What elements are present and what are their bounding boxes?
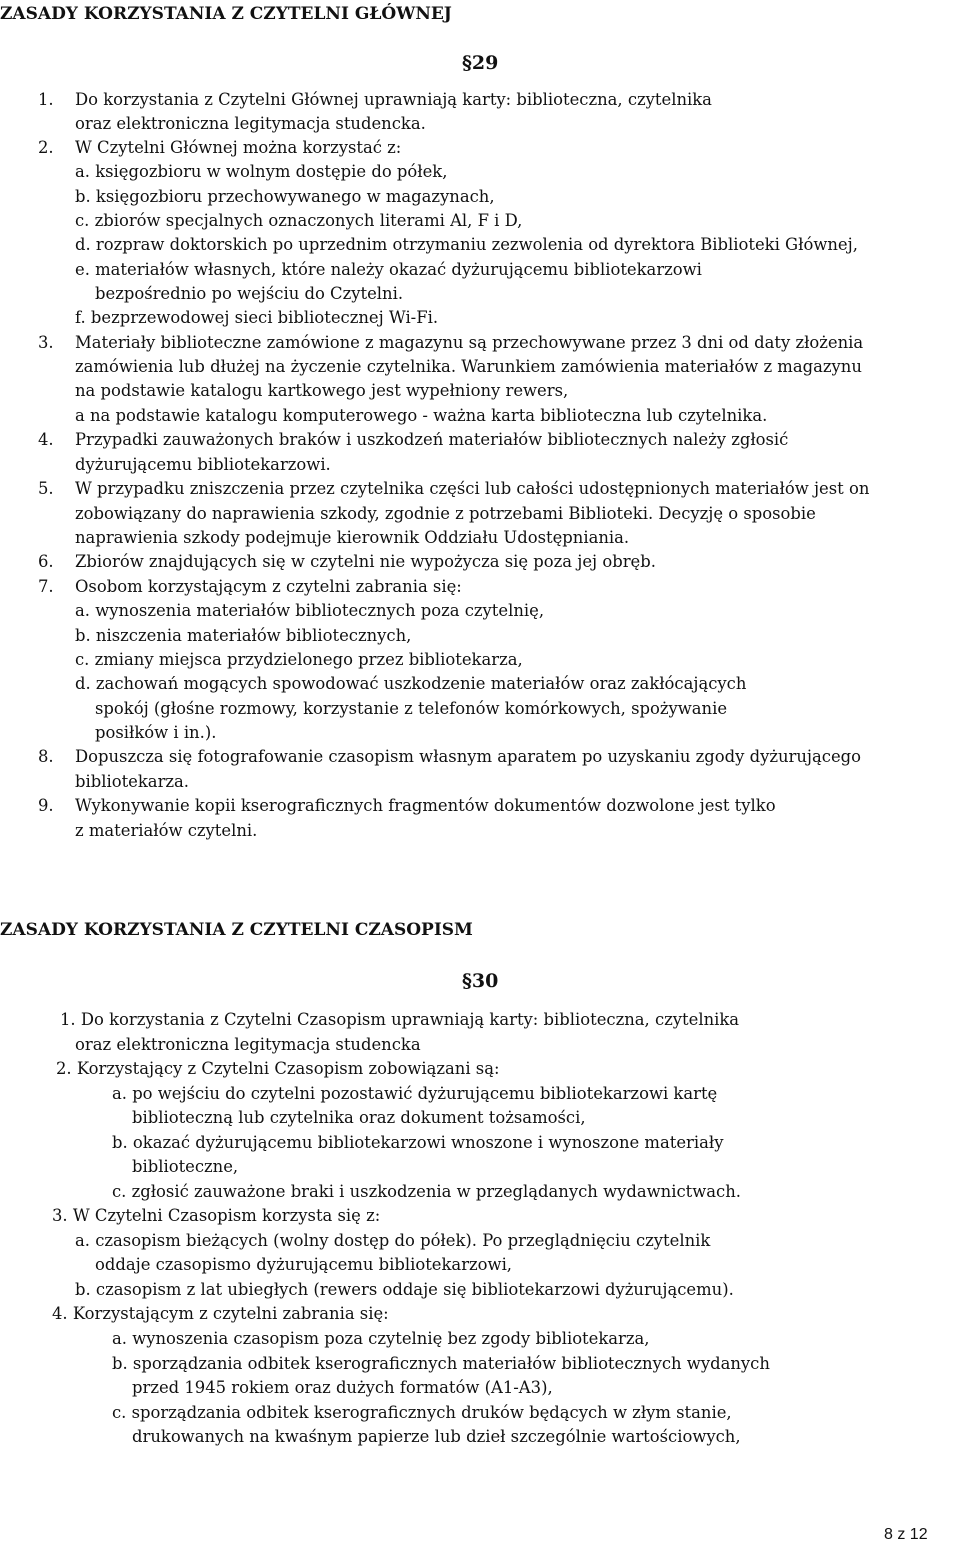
text-line: b. sporządzania odbitek kserograficznych materiałów bibliotecznych wydanych [112,1354,770,1373]
text-line: W Czytelni Głównej można korzystać z: [75,138,402,157]
text-line: c. zgłosić zauważone braki i uszkodzenia w przeglądanych wydawnictwach. [112,1182,741,1201]
page-number: 8 z 12 [884,1526,928,1543]
text-line: drukowanych na kwaśnym papierze lub dzieł szczególnie wartościowych, [132,1427,741,1446]
text-line: spokój (głośne rozmowy, korzystanie z telefonów komórkowych, spożywanie [95,699,728,718]
text-line: b. niszczenia materiałów bibliotecznych, [75,626,412,645]
text-line: a. czasopism bieżących (wolny dostęp do półek). Po przeglądnięciu czytelnik [75,1231,711,1250]
text-line: biblioteczną lub czytelnika oraz dokument tożsamości, [132,1108,586,1127]
text-line: naprawienia szkody podejmuje kierownik Oddziału Udostępniania. [75,528,630,547]
text-line: b. czasopism z lat ubiegłych (rewers oddaje się bibliotekarzowi dyżurującemu). [75,1280,734,1299]
text-line: 2. [38,138,54,157]
text-line: 7. [38,577,54,596]
text-line: c. sporządzania odbitek kserograficznych druków będących w złym stanie, [112,1403,732,1422]
text-line: b. okazać dyżurującemu bibliotekarzowi wnoszone i wynoszone materiały [112,1133,724,1152]
text-line: 3. [38,333,54,352]
text-line: a. wynoszenia materiałów bibliotecznych poza czytelnię, [75,601,545,620]
text-line: 5. [38,479,54,498]
text-line: 9. [38,796,54,815]
text-line: c. zbiorów specjalnych oznaczonych literami Al, F i D, [75,211,523,230]
text-line: przed 1945 rokiem oraz dużych formatów (A1-A3), [132,1378,553,1397]
text-line: bezpośrednio po wejściu do Czytelni. [95,284,404,303]
text-line: 2. Korzystający z Czytelni Czasopism zobowiązani są: [56,1059,500,1078]
text-line: Wykonywanie kopii kserograficznych fragmentów dokumentów dozwolone jest tylko [75,796,776,815]
text-line: dyżurującemu bibliotekarzowi. [75,455,331,474]
text-line: Zbiorów znajdujących się w czytelni nie wypożycza się poza jej obręb. [75,552,656,571]
text-line: 3. W Czytelni Czasopism korzysta się z: [52,1206,381,1225]
text-line: Materiały biblioteczne zamówione z magazynu są przechowywane przez 3 dni od daty złożenia [75,333,864,352]
text-line: Do korzystania z Czytelni Głównej uprawniają karty: biblioteczna, czytelnika [75,90,712,109]
text-line: Przypadki zauważonych braków i uszkodzeń materiałów bibliotecznych należy zgłosić [75,430,789,449]
text-line: 4. [38,430,54,449]
text-line: a na podstawie katalogu komputerowego - ważna karta biblioteczna lub czytelnika. [75,406,768,425]
text-line: a. wynoszenia czasopism poza czytelnię bez zgody bibliotekarza, [112,1329,650,1348]
text-line: na podstawie katalogu kartkowego jest wypełniony rewers, [75,381,569,400]
paragraph-number: §30 [462,970,499,992]
text-line: bibliotekarza. [75,772,190,791]
text-line: zamówienia lub dłużej na życzenie czytelnika. Warunkiem zamówienia materiałów z magazynu [75,357,862,376]
text-line: 8. [38,747,54,766]
text-line: z materiałów czytelni. [75,821,258,840]
text-line: oraz elektroniczna legitymacja studencka [75,1035,421,1054]
text-line: oraz elektroniczna legitymacja studencka. [75,114,426,133]
section-title: ZASADY KORZYSTANIA Z CZYTELNI GŁÓWNEJ [0,4,452,24]
text-line: 1. Do korzystania z Czytelni Czasopism uprawniają karty: biblioteczna, czytelnika [60,1010,740,1029]
text-line: 4. Korzystającym z czytelni zabrania się: [52,1304,389,1323]
text-line: 1. [38,90,54,109]
text-line: W przypadku zniszczenia przez czytelnika części lub całości udostępnionych materiałów jest on [75,479,870,498]
text-line: c. zmiany miejsca przydzielonego przez bibliotekarza, [75,650,523,669]
text-line: Dopuszcza się fotografowanie czasopism własnym aparatem po uzyskaniu zgody dyżurującego [75,747,862,766]
text-line: a. księgozbioru w wolnym dostępie do półek, [75,162,448,181]
text-line: b. księgozbioru przechowywanego w magazynach, [75,187,495,206]
text-line: oddaje czasopismo dyżurującemu bibliotekarzowi, [95,1255,513,1274]
text-line: zobowiązany do naprawienia szkody, zgodnie z potrzebami Biblioteki. Decyzję o sposobie [75,504,816,523]
section-title: ZASADY KORZYSTANIA Z CZYTELNI CZASOPISM [0,920,473,940]
text-line: d. zachowań mogących spowodować uszkodzenie materiałów oraz zakłócających [75,674,747,693]
text-line: Osobom korzystającym z czytelni zabrania się: [75,577,462,596]
text-line: a. po wejściu do czytelni pozostawić dyżurującemu bibliotekarzowi kartę [112,1084,718,1103]
paragraph-number: §29 [462,52,499,74]
text-line: f. bezprzewodowej sieci bibliotecznej Wi-Fi. [75,308,439,327]
text-line: d. rozpraw doktorskich po uprzednim otrzymaniu zezwolenia od dyrektora Biblioteki Głównej, [75,235,858,254]
text-line: 6. [38,552,54,571]
text-line: biblioteczne, [132,1157,239,1176]
text-line: e. materiałów własnych, które należy okazać dyżurującemu bibliotekarzowi [75,260,702,279]
text-line: posiłków i in.). [95,723,217,742]
